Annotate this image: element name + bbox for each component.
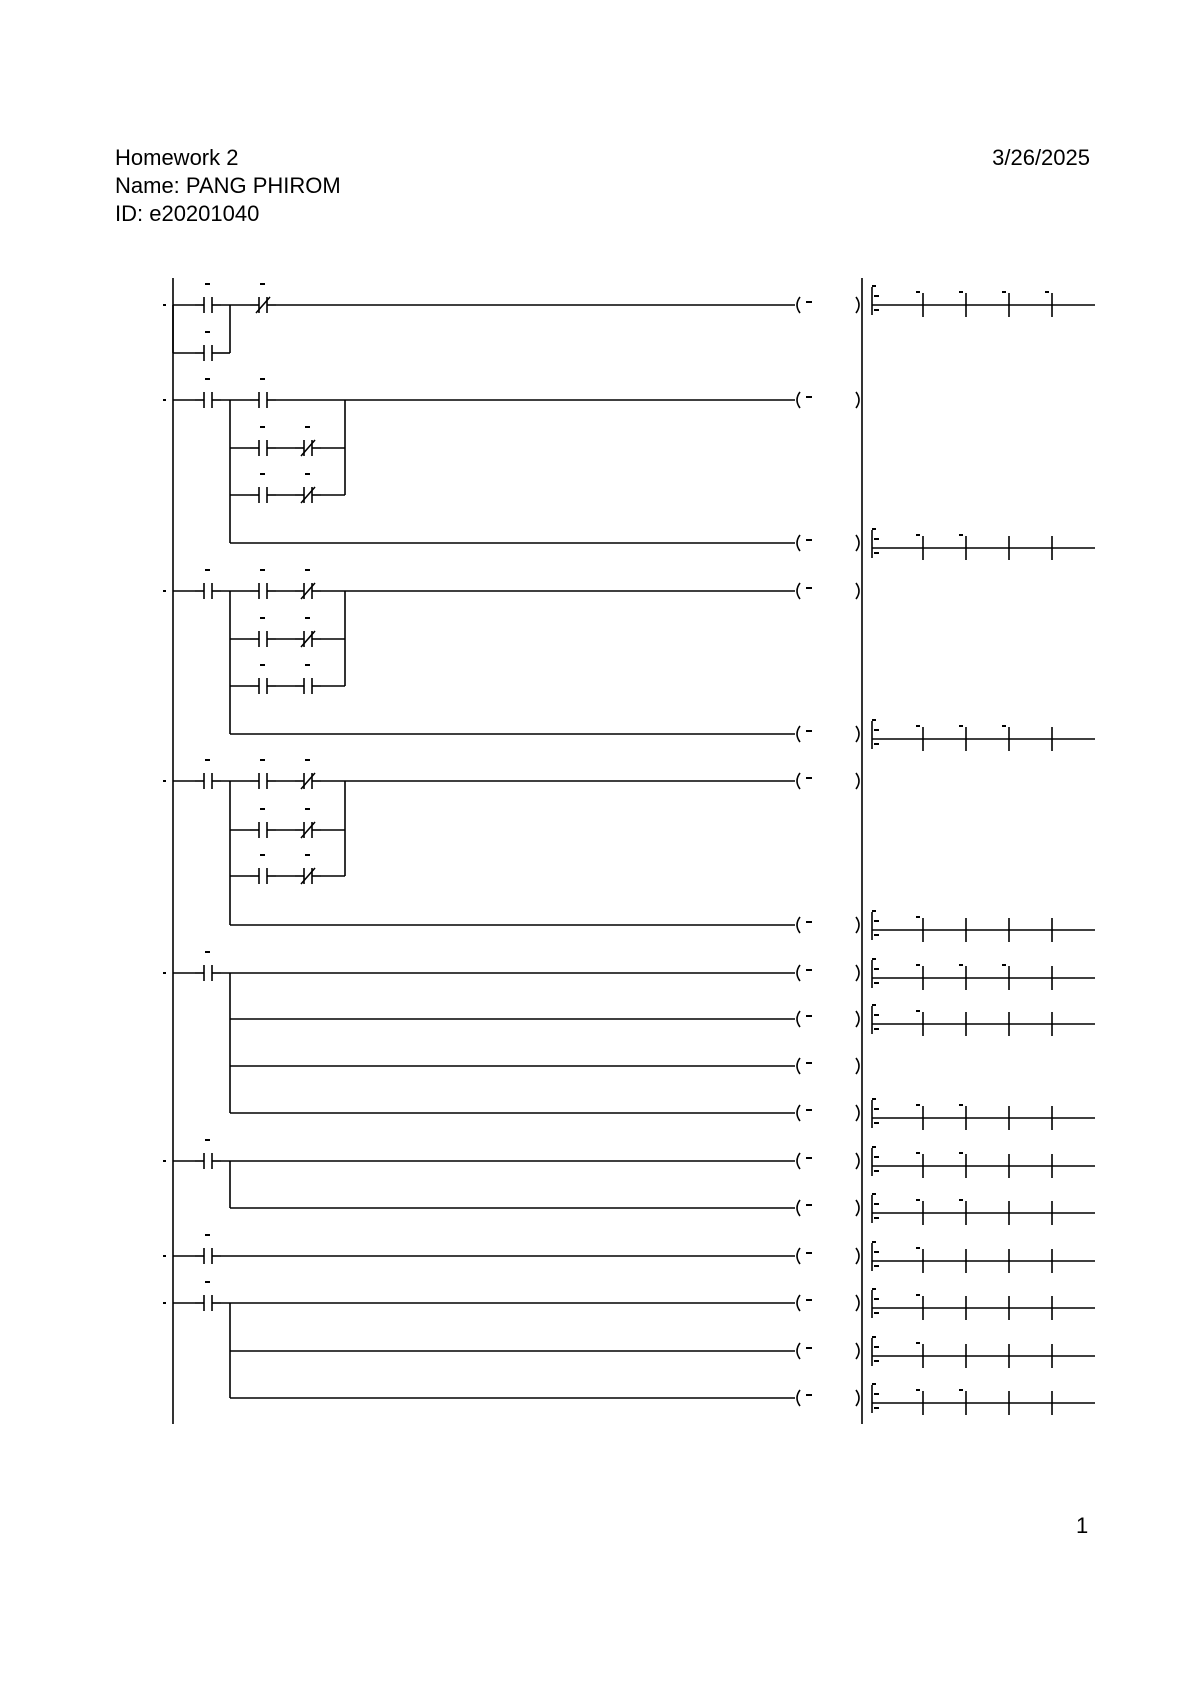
table-label-mark: [874, 920, 879, 922]
coil-left-arc: [797, 1200, 800, 1216]
coil-label-mark: [806, 1157, 812, 1159]
contact-label-mark: [305, 426, 310, 428]
coil-right-arc: [856, 726, 859, 742]
table-value-mark: [959, 1104, 963, 1106]
contact-label-mark: [260, 569, 265, 571]
contact-label-mark: [205, 1281, 210, 1283]
table-label-mark: [872, 1241, 876, 1243]
coil-right-arc: [856, 1058, 859, 1074]
coil-label-mark: [806, 1347, 812, 1349]
coil-label-mark: [806, 587, 812, 589]
coil-left-arc: [797, 1343, 800, 1359]
table-label-mark: [874, 1360, 879, 1362]
table-value-mark: [916, 1199, 920, 1201]
step-number-mark: [163, 1160, 166, 1162]
step-number-mark: [163, 780, 166, 782]
table-value-mark: [959, 1152, 963, 1154]
table-value-mark: [959, 1199, 963, 1201]
contact-label-mark: [260, 426, 265, 428]
table-value-mark: [959, 725, 963, 727]
contact-label-mark: [305, 808, 310, 810]
contact-label-mark: [260, 808, 265, 810]
coil-right-arc: [856, 392, 859, 408]
table-value-mark: [916, 1247, 920, 1249]
table-label-mark: [874, 1170, 879, 1172]
contact-label-mark: [205, 1234, 210, 1236]
coil-right-arc: [856, 1200, 859, 1216]
step-number-mark: [163, 399, 166, 401]
table-label-mark: [874, 1298, 879, 1300]
coil-label-mark: [806, 301, 812, 303]
document-date: 3/26/2025: [992, 145, 1090, 170]
student-id: ID: e20201040: [115, 201, 260, 226]
contact-label-mark: [260, 854, 265, 856]
contact-label-mark: [205, 1139, 210, 1141]
table-label-mark: [874, 1108, 879, 1110]
step-number-mark: [163, 304, 166, 306]
table-label-mark: [874, 1028, 879, 1030]
contact-label-mark: [305, 759, 310, 761]
coil-left-arc: [797, 535, 800, 551]
table-value-mark: [916, 1104, 920, 1106]
table-label-mark: [872, 1004, 876, 1006]
coil-right-arc: [856, 1248, 859, 1264]
coil-right-arc: [856, 535, 859, 551]
coil-label-mark: [806, 1299, 812, 1301]
coil-left-arc: [797, 583, 800, 599]
contact-label-mark: [305, 854, 310, 856]
coil-left-arc: [797, 965, 800, 981]
table-label-mark: [874, 552, 879, 554]
contact-label-mark: [305, 617, 310, 619]
coil-label-mark: [806, 396, 812, 398]
coil-right-arc: [856, 965, 859, 981]
contact-label-mark: [260, 617, 265, 619]
table-value-mark: [916, 1389, 920, 1391]
table-label-mark: [874, 1346, 879, 1348]
table-value-mark: [1002, 725, 1006, 727]
table-label-mark: [874, 968, 879, 970]
contact-label-mark: [205, 759, 210, 761]
coil-left-arc: [797, 773, 800, 789]
coil-right-arc: [856, 583, 859, 599]
homework-title: Homework 2: [115, 145, 239, 170]
coil-label-mark: [806, 777, 812, 779]
coil-label-mark: [806, 969, 812, 971]
table-label-mark: [872, 1146, 876, 1148]
coil-left-arc: [797, 1153, 800, 1169]
table-value-mark: [916, 916, 920, 918]
step-number-mark: [163, 1302, 166, 1304]
contact-label-mark: [205, 951, 210, 953]
table-label-mark: [872, 958, 876, 960]
contact-label-mark: [205, 569, 210, 571]
coil-left-arc: [797, 392, 800, 408]
contact-label-mark: [260, 473, 265, 475]
table-value-mark: [916, 1342, 920, 1344]
table-label-mark: [872, 910, 876, 912]
table-label-mark: [872, 285, 876, 287]
coil-label-mark: [806, 921, 812, 923]
coil-right-arc: [856, 1105, 859, 1121]
table-label-mark: [872, 1098, 876, 1100]
table-label-mark: [874, 982, 879, 984]
table-label-mark: [874, 295, 879, 297]
table-value-mark: [959, 964, 963, 966]
coil-left-arc: [797, 917, 800, 933]
table-value-mark: [916, 534, 920, 536]
step-number-mark: [163, 590, 166, 592]
table-label-mark: [874, 1156, 879, 1158]
table-value-mark: [916, 964, 920, 966]
coil-label-mark: [806, 1394, 812, 1396]
contact-label-mark: [205, 283, 210, 285]
contact-label-mark: [305, 664, 310, 666]
coil-right-arc: [856, 297, 859, 313]
table-label-mark: [872, 1193, 876, 1195]
coil-label-mark: [806, 539, 812, 541]
student-name: Name: PANG PHIROM: [115, 173, 341, 198]
coil-right-arc: [856, 1295, 859, 1311]
coil-right-arc: [856, 1011, 859, 1027]
coil-left-arc: [797, 1058, 800, 1074]
table-value-mark: [959, 291, 963, 293]
table-label-mark: [874, 1251, 879, 1253]
table-label-mark: [872, 528, 876, 530]
table-value-mark: [916, 1294, 920, 1296]
coil-label-mark: [806, 1204, 812, 1206]
coil-label-mark: [806, 1015, 812, 1017]
coil-label-mark: [806, 1062, 812, 1064]
table-label-mark: [874, 1203, 879, 1205]
table-value-mark: [916, 725, 920, 727]
contact-label-mark: [260, 378, 265, 380]
table-label-mark: [874, 743, 879, 745]
coil-left-arc: [797, 1390, 800, 1406]
coil-left-arc: [797, 726, 800, 742]
table-label-mark: [874, 538, 879, 540]
table-label-mark: [874, 1265, 879, 1267]
step-number-mark: [163, 1255, 166, 1257]
coil-right-arc: [856, 773, 859, 789]
coil-label-mark: [806, 1109, 812, 1111]
table-value-mark: [959, 1389, 963, 1391]
coil-left-arc: [797, 297, 800, 313]
table-value-mark: [916, 291, 920, 293]
page-number: 1: [1076, 1513, 1089, 1538]
table-value-mark: [916, 1152, 920, 1154]
coil-right-arc: [856, 1153, 859, 1169]
coil-label-mark: [806, 730, 812, 732]
contact-label-mark: [205, 378, 210, 380]
table-label-mark: [874, 1312, 879, 1314]
table-label-mark: [872, 719, 876, 721]
coil-left-arc: [797, 1295, 800, 1311]
contact-label-mark: [305, 473, 310, 475]
table-label-mark: [872, 1336, 876, 1338]
coil-left-arc: [797, 1011, 800, 1027]
step-number-mark: [163, 972, 166, 974]
table-value-mark: [1002, 964, 1006, 966]
contact-label-mark: [260, 759, 265, 761]
table-label-mark: [874, 1217, 879, 1219]
table-value-mark: [959, 534, 963, 536]
table-label-mark: [874, 1014, 879, 1016]
contact-label-mark: [260, 664, 265, 666]
table-label-mark: [874, 729, 879, 731]
table-label-mark: [874, 1122, 879, 1124]
coil-left-arc: [797, 1248, 800, 1264]
table-label-mark: [872, 1383, 876, 1385]
coil-label-mark: [806, 1252, 812, 1254]
coil-left-arc: [797, 1105, 800, 1121]
table-value-mark: [1045, 291, 1049, 293]
coil-right-arc: [856, 1343, 859, 1359]
table-value-mark: [1002, 291, 1006, 293]
table-label-mark: [874, 1393, 879, 1395]
coil-right-arc: [856, 917, 859, 933]
coil-right-arc: [856, 1390, 859, 1406]
table-label-mark: [874, 1407, 879, 1409]
table-label-mark: [874, 934, 879, 936]
contact-label-mark: [260, 283, 265, 285]
contact-label-mark: [305, 569, 310, 571]
contact-label-mark: [205, 331, 210, 333]
table-value-mark: [916, 1010, 920, 1012]
table-label-mark: [872, 1288, 876, 1290]
table-label-mark: [874, 309, 879, 311]
